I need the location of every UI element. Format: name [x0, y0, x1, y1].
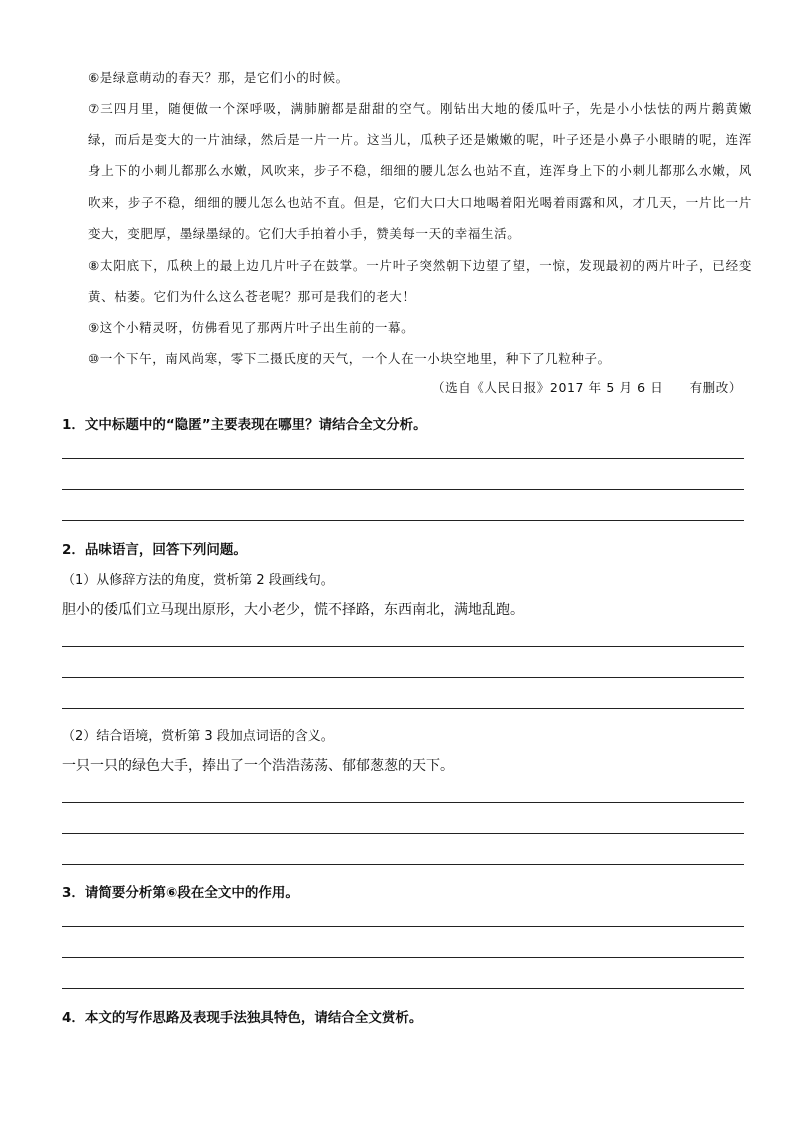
paragraph-6-text: ⑥是绿意萌动的春天？那，是它们小的时候。 [88, 70, 349, 85]
answer-line[interactable] [62, 802, 744, 803]
answer-line[interactable] [62, 520, 744, 521]
paragraph-10-text: ⑩一个下午，南风尚寒，零下二摄氏度的天气，一个人在一小块空地里，种下了几粒种子。 [88, 351, 611, 366]
paragraph-6 [62, 62, 752, 93]
paragraph-8-text: ⑧太阳底下，瓜秧上的最上边几片叶子在鼓掌。一片叶子突然朝下边望了望，一惊，发现最初的两片叶子，已经变黄、枯萎。它们为什么这么苍老呢？那可是我们的老大！ [88, 258, 752, 305]
question-2-1-quote: 胆小的倭瓜们立马现出原形，大小老少，慌不择路，东西南北，满地乱跑。 [62, 602, 524, 618]
question-2-title: 2．品味语言，回答下列问题。 [62, 542, 247, 558]
answer-line[interactable] [62, 677, 744, 678]
question-3-title: 3．请简要分析第⑥段在全文中的作用。 [62, 885, 299, 901]
paragraph-8 [62, 250, 752, 312]
paragraph-9 [62, 312, 752, 343]
question-1-title: 1．文中标题中的“隐匿”主要表现在哪里？请结合全文分析。 [62, 417, 427, 433]
answer-line[interactable] [62, 864, 744, 865]
paragraph-7-text: ⑦三四月里，随便做一个深呼吸，满肺腑都是甜甜的空气。刚钻出大地的倭瓜叶子，先是小小怯怯的两片鹅黄嫩绿，而后是变大的一片油绿，然后是一片一片。这当儿，瓜秧子还是嫩嫩的呢，叶子还是小鼻子小眼睛的呢，连浑身上下的小刺儿都那么水嫩，风吹来，步子不稳，细细的腰儿怎么也站不直，连浑身上下的小刺儿都那么水嫩，风吹来，步子不稳，细细的腰儿怎么也站不直。但是，它们大口大口地喝着阳光喝着雨露和风，才几天，一片比一片变大，变肥厚，墨绿墨绿的。它们大手拍着小手，赞美每一天的幸福生活。 [88, 101, 752, 241]
paragraph-7 [62, 93, 752, 249]
answer-line[interactable] [62, 988, 744, 989]
answer-line[interactable] [62, 833, 744, 834]
question-4-title: 4．本文的写作思路及表现手法独具特色，请结合全文赏析。 [62, 1010, 423, 1026]
question-2-1-prompt: （1）从修辞方法的角度，赏析第 2 段画线句。 [62, 573, 334, 588]
answer-line[interactable] [62, 489, 744, 490]
answer-line[interactable] [62, 708, 744, 709]
answer-line[interactable] [62, 957, 744, 958]
paragraph-9-text: ⑨这个小精灵呀，仿佛看见了那两片叶子出生前的一幕。 [88, 320, 415, 335]
source-citation: （选自《人民日报》2017 年 5 月 6 日 有删改） [432, 380, 742, 395]
answer-line[interactable] [62, 926, 744, 927]
paragraph-10 [62, 343, 752, 374]
question-2-2-quote: 一只一只的绿色大手，捧出了一个浩浩荡荡、郁郁葱葱的天下。 [62, 758, 454, 774]
question-2-2-prompt: （2）结合语境，赏析第 3 段加点词语的含义。 [62, 729, 334, 744]
answer-line[interactable] [62, 458, 744, 459]
answer-line[interactable] [62, 646, 744, 647]
